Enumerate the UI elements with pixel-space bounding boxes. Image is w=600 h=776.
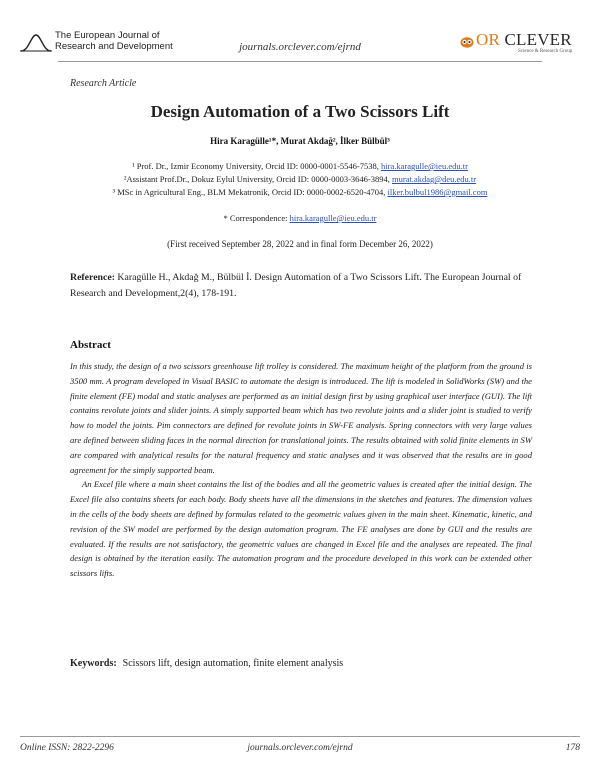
publisher-name xyxy=(476,30,572,50)
reference-text: Karagülle H., Akdağ M., Bülbül İ. Design Automation of a Two Scissors Lift. The European Journal of Research and Development,2(4), 178-191. xyxy=(70,272,522,299)
journal-name-line2: Research and Development xyxy=(55,40,173,52)
affiliation-text: ³ MSc in Agricultural Eng., BLM Mekatronik, Orcid ID: 0000-0002-6520-4704, xyxy=(112,187,388,197)
header-divider xyxy=(58,61,542,62)
received-dates: (First received September 28, 2022 and in final form December 26, 2022) xyxy=(167,239,433,249)
keywords xyxy=(70,658,343,669)
page-title: Design Automation of a Two Scissors Lift xyxy=(150,102,450,121)
publisher-tagline: Science & Research Group xyxy=(518,49,573,54)
abstract-heading: Abstract xyxy=(70,339,111,351)
affiliation-2 xyxy=(0,174,600,184)
correspondence xyxy=(0,213,600,223)
publisher-or: OR xyxy=(476,30,501,49)
authors: Hira Karagülle¹*, Murat Akdağ², İlker Bülbül³ xyxy=(210,136,390,146)
abstract-body xyxy=(70,359,532,581)
affiliation-1 xyxy=(0,161,600,171)
footer-divider xyxy=(20,736,580,737)
publisher-clever: CLEVER xyxy=(504,30,572,49)
affiliation-text: ¹ Prof. Dr., Izmir Economy University, Orcid ID: 0000-0001-5546-7538, xyxy=(132,161,382,171)
affiliation-text: ²Assistant Prof.Dr., Dokuz Eylul University, Orcid ID: 0000-0003-3646-3894, xyxy=(123,174,392,184)
affiliation-email-link[interactable]: hira.karagulle@ieu.edu.tr xyxy=(381,161,468,171)
keywords-label: Keywords: xyxy=(70,658,117,669)
affiliation-email-link[interactable]: ilker.bulbul1986@gmail.com xyxy=(387,187,488,197)
keywords-text: Scissors lift, design automation, finite element analysis xyxy=(122,658,344,669)
correspondence-label: * Correspondence: xyxy=(223,213,290,223)
article-type: Research Article xyxy=(70,78,137,89)
affiliation-3 xyxy=(0,187,600,197)
journal-name-line1: The European Journal of xyxy=(55,30,160,41)
header-url[interactable]: journals.orclever.com/ejrnd xyxy=(239,41,361,53)
owl-icon xyxy=(460,36,474,48)
abstract-paragraph-2: An Excel file where a main sheet contains the list of the bodies and all the geometric values is created after the initial design. The Excel file also contains sheets for each body. Body sheets have all the dimensions in the sketches and features. The dimension values in the cells of the body sheets are defined by formulas related to the geometric values given in the main sheet. Kinematic, kinetic, and revision of the SW model are performed by the design automation program. The FE analyses are done by GUI and the results are evaluated. If the results are not satisfactory, the geometric values are changed in Excel file and the analyses are repeated. The final design is obtained by the iteration easily. The automation program and the procedure developed in this work can be extended other scissors lifts. xyxy=(70,479,532,579)
publisher-logo xyxy=(460,32,585,56)
correspondence-email-link[interactable]: hira.karagulle@ieu.edu.tr xyxy=(289,213,377,223)
abstract-paragraph-1: In this study, the design of a two scissors greenhouse lift trolley is considered. The maximum height of the platform from the ground is 3500 mm. A program developed in Visual BASIC to automate the design is introduced. The lift is modeled in SolidWorks (SW) and the finite element (FE) modal and static analyses are performed as an initial design first by using graphical user interface (GUI). The lift contains revolute joints and slider joints. A simply supported beam which has two revolute joints and a slider joint is studied to verify how to model the joints. Pim connectors are defined for revolute joints in SW-FE analysis. Spring connectors with very large values are defined between sliding faces in the normal direction for translational joints. The results obtained with solid finite elements in SW are compared with analytical results for the natural frequency and static analyses and it was observed that the results are in good agreement for the simply supported beam. xyxy=(70,361,532,475)
footer-issn: Online ISSN: 2822-2296 xyxy=(20,743,114,753)
reference-label: Reference: xyxy=(70,272,115,283)
page-number: 178 xyxy=(565,743,580,753)
reference xyxy=(70,270,532,302)
footer-url[interactable]: journals.orclever.com/ejrnd xyxy=(247,743,353,753)
affiliation-email-link[interactable]: murat.akdag@deu.edu.tr xyxy=(392,174,477,184)
